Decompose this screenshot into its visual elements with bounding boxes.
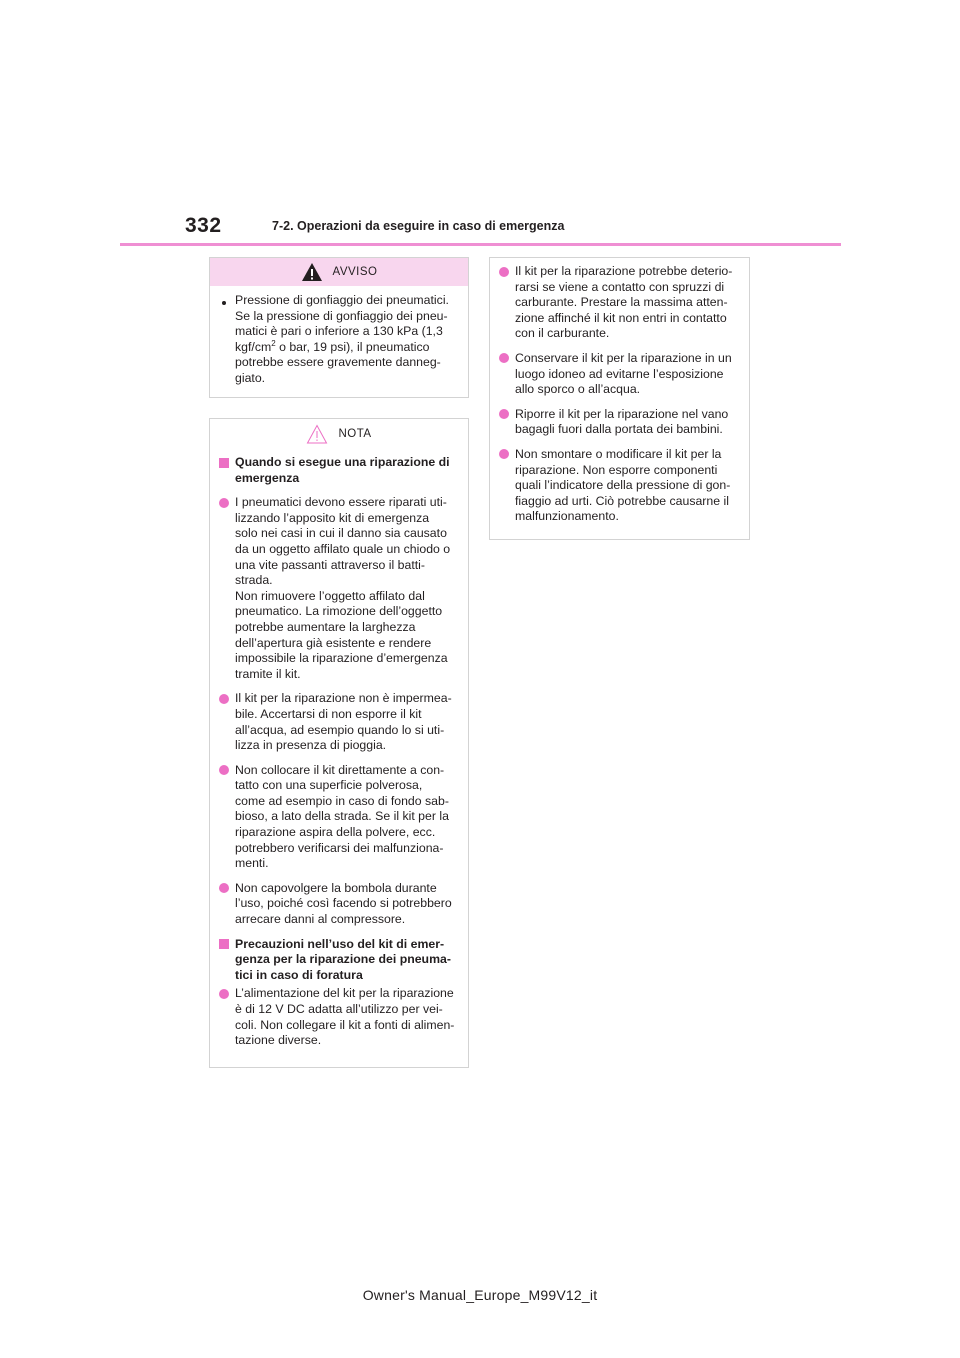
circle-bullet-icon xyxy=(219,694,229,704)
nota-item-text: Il kit per la riparazione non è impermea- bile. Accertarsi di non esporre il kit all’acqua, ad esempio quando lo si uti- lizza in presenza di pioggia. xyxy=(235,691,452,753)
bullet-dot-icon xyxy=(222,301,226,305)
right-item-text: Non smontare o modificare il kit per la riparazione. Non esporre componenti quali l’indicatore della pressione di gon- fiaggio ad urti. Ciò potrebbe causarne il malfunzionamento. xyxy=(515,446,731,524)
nota-heading-text: Precauzioni nell’uso del kit di emer- genza per la riparazione dei pneuma- tici in caso di foratura xyxy=(235,936,451,982)
header-rule xyxy=(120,243,841,246)
avviso-header xyxy=(210,258,468,286)
nota-item-text: Non collocare il kit direttamente a con- tatto con una superficie polverosa, come ad esempio in caso di fondo sab- bioso, a lato della strada. Se il kit per la riparazione aspira della polvere, ecc. potrebbero verificarsi dei malfunziona- menti. xyxy=(235,762,449,871)
footer-manual-id: Owner's Manual_Europe_M99V12_it xyxy=(362,1287,598,1303)
avviso-box xyxy=(209,257,469,398)
nota-item-text: I pneumatici devono essere riparati uti- lizzando l’apposito kit di emergenza solo nei casi in cui il danno sia causato da un oggetto affilato quale un chiodo o una vite passanti attraverso il batti- strada. Non rimuovere l’oggetto affilato dal pneumatico. La rimozione dell’oggetto potrebbe aumentare la larghezza dell’apertura già esistente e rendere impossibile la riparazione d’emergenza tramite il kit. xyxy=(235,495,451,681)
list-item xyxy=(219,881,460,928)
nota-continued-box xyxy=(489,257,750,540)
nota-box xyxy=(209,418,469,1068)
nota-item-text: L’alimentazione del kit per la riparazione è di 12 V DC adatta all’utilizzo per vei- coli. Non collegare il kit a fonti di alimen- tazione diverse. xyxy=(235,986,455,1048)
nota-item-text: Non capovolgere la bombola durante l’uso, poiché così facendo si potrebbero arrecare danni al compressore. xyxy=(235,880,452,927)
circle-bullet-icon xyxy=(499,449,509,459)
list-item xyxy=(219,986,460,1048)
square-bullet-icon xyxy=(219,939,229,949)
circle-bullet-icon xyxy=(499,409,509,419)
list-item xyxy=(499,407,741,438)
list-item xyxy=(219,293,460,387)
circle-bullet-icon xyxy=(499,353,509,363)
caution-triangle-icon xyxy=(306,424,328,444)
list-item xyxy=(219,763,460,872)
list-item xyxy=(499,351,741,398)
circle-bullet-icon xyxy=(219,765,229,775)
avviso-text: Pressione di gonfiaggio dei pneumatici. Se la pressione di gonfiaggio dei pneu- matici è pari o inferiore a 130 kPa (1,3 kgf/$cm^2$ o bar, 19 psi), il pneumatico potrebbe essere gravemente danneg- giato. xyxy=(235,293,449,385)
list-item xyxy=(219,495,460,682)
right-item-text: Riporre il kit per la riparazione nel vano bagagli fuori dalla portata dei bambini. xyxy=(515,406,729,437)
avviso-body xyxy=(210,286,468,393)
list-item-heading xyxy=(219,937,460,984)
right-item-text: Conservare il kit per la riparazione in un luogo idoneo ad evitarne l’esposizione allo sporco o all’acqua. xyxy=(515,350,732,397)
square-bullet-icon xyxy=(219,458,229,468)
page-number: 332 xyxy=(185,214,222,237)
section-title: 7-2. Operazioni da eseguire in caso di emergenza xyxy=(272,219,565,233)
warning-triangle-icon xyxy=(301,262,323,282)
avviso-heading: AVVISO xyxy=(332,266,378,278)
nota-heading-text: Quando si esegue una riparazione di emergenza xyxy=(235,455,450,485)
list-item xyxy=(499,264,741,342)
nota-header xyxy=(210,419,468,449)
circle-bullet-icon xyxy=(219,498,229,508)
list-item xyxy=(219,691,460,753)
nota-body xyxy=(210,449,468,1055)
list-item xyxy=(499,447,741,525)
circle-bullet-icon xyxy=(219,883,229,893)
circle-bullet-icon xyxy=(219,989,229,999)
right-item-text: Il kit per la riparazione potrebbe deterio- rarsi se viene a contatto con spruzzi di carburante. Prestare la massima atten- zione affinché il kit non entri in contatto con il carburante. xyxy=(515,264,733,341)
nota-heading: NOTA xyxy=(338,428,372,440)
nota-continued-body xyxy=(490,258,749,531)
circle-bullet-icon xyxy=(499,267,509,277)
list-item-heading xyxy=(219,455,460,486)
